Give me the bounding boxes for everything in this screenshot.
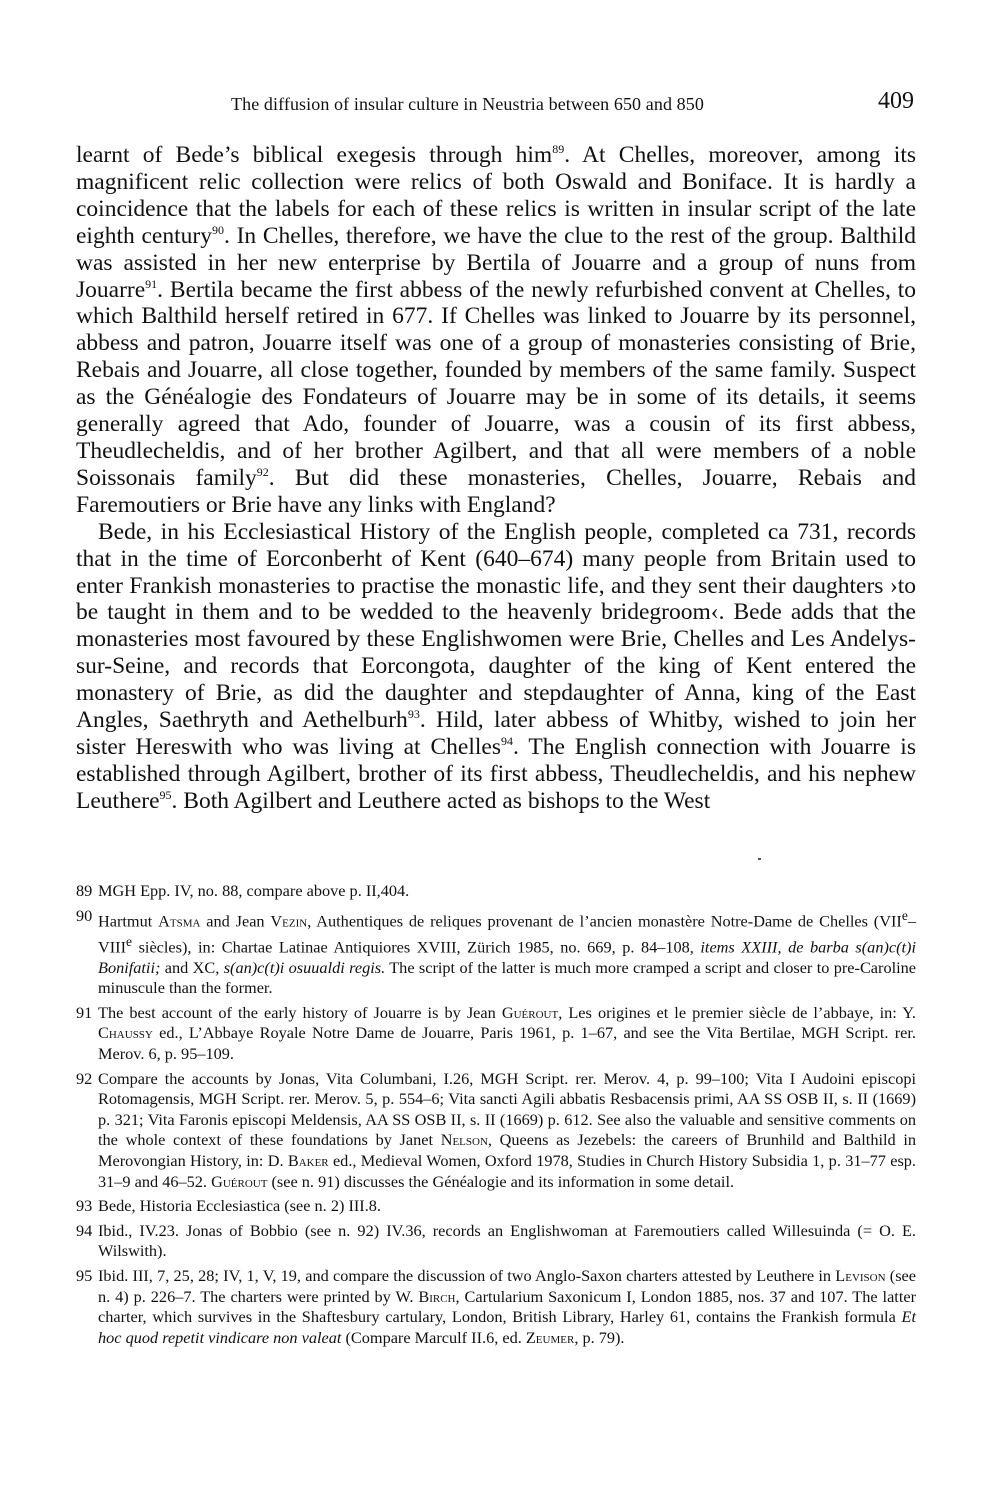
footnote (76, 1003, 916, 1065)
text-run: . Bertila became the first abbess of the newly refurbished convent at Chelles, to which Balthild herself retired in 677. If Chelles was linked to Jouarre by its personnel, abbess and patron, Jouarre itself was one of a group of monasteries consisting of Brie, Rebais and Jouarre, all close together, founded by members of the same family. Suspect as the Généalogie des Fondateurs of Jouarre may be in some of its details, it seems generally agreed that Ado, founder of Jouarre, was a cousin of its first abbess, Theudlecheldis, and of her brother Agilbert, and that all were members of a noble Soissonais family (76, 276, 916, 491)
body-text (76, 142, 916, 815)
text-run: . Hild, later abbess of Whitby, wished to join her sister Hereswith who was living at Chelles (76, 707, 916, 760)
text-run: . In Chelles, therefore, we have the clue to the rest of the group. Balthild was assisted in her new enterprise by Bertila of Jouarre and a group of nuns from Jouarre (76, 222, 916, 303)
footnote-marker: e (901, 907, 908, 923)
text-run: learnt of Bede’s biblical exegesis through him (76, 142, 553, 168)
footnote (76, 1266, 916, 1348)
author-name: Vezin (270, 911, 308, 931)
footnote-marker: 89 (552, 142, 565, 156)
footnotes (76, 881, 916, 1352)
author-name: Zeumer (525, 1327, 575, 1347)
footnote-marker: 95 (159, 787, 172, 802)
text-run: , p. 79). (574, 1327, 625, 1347)
text-run: (see n. 4) p. 226–7. The charters were printed by W. (98, 1265, 917, 1306)
author-name: Chaussy (98, 1023, 153, 1043)
footnote (76, 1069, 916, 1193)
ink-speck (758, 858, 761, 860)
text-run: and XC, (160, 957, 224, 977)
footnote-number: 89 (76, 881, 93, 900)
text-run: Ibid., IV.23. Jonas of Bobbio (see n. 92) IV.36, records an Englishwoman at Faremoutiers called Willesuinda (= O. E. Wilswith). (98, 1220, 916, 1261)
text-run: Bede, Historia Ecclesiastica (see n. 2) III.8. (98, 1196, 381, 1216)
text-run: . But did these monasteries, Chelles, Jouarre, Rebais and Faremoutiers or Brie have any links with England? (76, 464, 916, 518)
author-name: Levison (835, 1265, 886, 1285)
footnote-number: 92 (76, 1068, 93, 1088)
text-run: ed., Medieval Women, Oxford 1978, Studies in Church History Subsidia 1, p. 31–77 esp. 31–9 and 46–52. (98, 1150, 916, 1191)
text-run: , Authentiques de reliques provenant de l’ancien monastère Notre-Dame de Chelles (VII (307, 911, 902, 931)
italic-text: items XXIII, de barba s(an)c(t)i Bonifatii; (98, 937, 916, 977)
text-run: (see n. 91) discusses the Généalogie and its information in some detail. (267, 1171, 735, 1191)
footnote-marker: 92 (256, 464, 269, 479)
text-run: . The English connection with Jouarre is established through Agilbert, brother of its first abbess, Theudlecheldis, and his nephew Leuthere (76, 733, 916, 814)
footnote (76, 1196, 916, 1217)
running-title: The diffusion of insular culture in Neustria between 650 and 850 (231, 94, 704, 114)
body-paragraph (76, 519, 916, 815)
author-name: Guérout (211, 1171, 268, 1191)
body-paragraph (76, 142, 916, 519)
text-run: MGH Epp. IV, no. 88, compare above p. II,404. (98, 881, 410, 900)
text-run: –VIII (98, 911, 916, 957)
footnote (76, 906, 916, 999)
footnote-marker: 94 (500, 733, 513, 748)
italic-text: Et hoc quod repetit vindicare non valeat (98, 1307, 916, 1347)
footnote-number: 91 (76, 1002, 93, 1022)
footnote (76, 881, 916, 902)
text-run: Ibid. III, 7, 25, 28; IV, 1, V, 19, and compare the discussion of two Anglo-Saxon charters attested by Leuthere in (98, 1265, 836, 1285)
author-name: Baker (287, 1150, 329, 1170)
text-run: Bede, in his Ecclesiastical History of the English people, completed ca 731, records that in the time of Eorconberht of Kent (640–674) many people from Britain used to enter Frankish monasteries to practise the monastic life, and they sent their daughters ›to be taught in them and to be wedded to the heavenly bridegroom‹. Bede adds that the monasteries most favoured by these Englishwomen were Brie, Chelles and Les Andelys-sur-Seine, and records that Eorcongota, daughter of the king of Kent entered the monastery of Brie, as did the daughter and stepdaughter of Anna, king of the East Angles, Saethryth and Aethelburh (76, 518, 916, 734)
text-run: siècles), in: Chartae Latinae Antiquiores XVIII, Zürich 1985, no. 669, p. 84–108, (132, 937, 701, 957)
text-run: Compare the accounts by Jonas, Vita Columbani, I.26, MGH Script. rer. Merov. 4, p. 99–100; Vita I Audoini episcopi Rotomagensis, MGH Script. rer. Merov. 5, p. 554–6; Vita sancti Agili abbatis Resbacensis primi, AA SS OSB II, s. II (1669) p. 321; Vita Faronis episcopi Meldensis, AA SS OSB II, s. II (1669) p. 612. See also the valuable and sensitive comments on the whole context of these foundations by Janet (98, 1068, 916, 1150)
author-name: Guérout (501, 1002, 559, 1022)
page-number: 409 (878, 88, 914, 114)
text-run: and Jean (200, 911, 271, 931)
text-run: , Les origines et le premier siècle de l’abbaye, in: Y. (558, 1002, 916, 1022)
footnote-number: 93 (76, 1196, 93, 1216)
footnote-marker: 93 (407, 707, 420, 722)
footnote-number: 95 (76, 1265, 93, 1285)
text-run: (Compare Marculf II.6, ed. (341, 1327, 526, 1347)
author-name: Atsma (158, 911, 201, 931)
footnote (76, 1221, 916, 1262)
text-run: The best account of the early history of Jouarre is by Jean (98, 1002, 502, 1022)
text-run: , Cartularium Saxonicum I, London 1885, nos. 37 and 107. The latter charter, which survives in the Shaftesbury cartulary, London, British Library, Harley 61, contains the Frankish formula (98, 1286, 916, 1327)
running-header (76, 88, 914, 116)
text-run: . At Chelles, moreover, among its magnificent relic collection were relics of both Oswald and Boniface. It is hardly a coincidence that the labels for each of these relics is written in insular script of the late eighth century (76, 142, 916, 249)
text-run: . Both Agilbert and Leuthere acted as bishops to the West (171, 787, 711, 814)
text-run: The script of the latter is much more cramped a script and closer to pre-Caroline minuscule than the former. (98, 957, 917, 998)
text-run: ed., L’Abbaye Royale Notre Dame de Jouarre, Paris 1961, p. 1–67, and see the Vita Bertilae, MGH Script. rer. Merov. 6, p. 95–109. (98, 1023, 916, 1063)
author-name: Birch (418, 1286, 456, 1306)
footnote-number: 90 (76, 905, 93, 925)
footnote-marker: 91 (145, 276, 158, 291)
text-run: Hartmut (98, 911, 159, 931)
footnote-marker: 90 (211, 222, 224, 237)
footnote-marker: e (126, 933, 133, 949)
italic-text: s(an)c(t)i osuualdi regis. (223, 957, 386, 977)
footnote-number: 94 (76, 1220, 93, 1240)
author-name: Nelson (440, 1130, 488, 1150)
text-run: , Queens as Jezebels: the careers of Brunhild and Balthild in Merovongian History, in: D. (98, 1130, 916, 1170)
